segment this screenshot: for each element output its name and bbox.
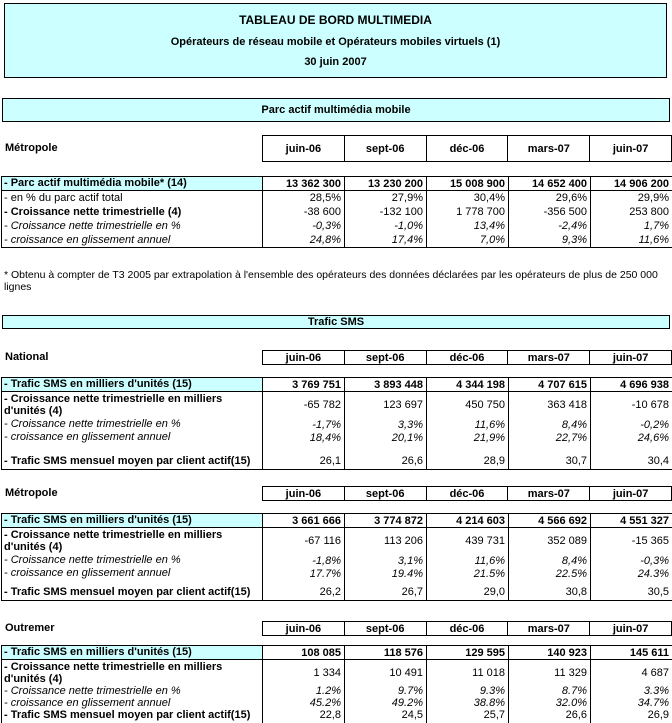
cell-value: 28,9 (426, 444, 508, 469)
data-table (1, 645, 672, 723)
cell-value: 3 661 666 (262, 514, 344, 527)
cell-value: 32.0% (508, 697, 590, 709)
column-header: mars-07 (507, 136, 589, 161)
cell-value: 13 230 200 (344, 177, 426, 190)
cell-value: 28,5% (262, 191, 344, 205)
cell-value: 1 334 (262, 660, 344, 685)
cell-value: 20,1% (344, 431, 426, 444)
section-bar-parc-actif: Parc actif multimédia mobile (2, 98, 670, 122)
cell-value: 11 329 (508, 660, 590, 685)
cell-value: 108 085 (262, 646, 344, 659)
table-row (2, 418, 672, 431)
column-header: mars-07 (507, 351, 589, 364)
cell-value: 45.2% (262, 697, 344, 709)
cell-value: 10 491 (344, 660, 426, 685)
cell-value: 3 893 448 (344, 378, 426, 391)
cell-value: 363 418 (508, 392, 590, 418)
cell-value: 352 089 (508, 528, 590, 554)
cell-value: 450 750 (426, 392, 508, 418)
cell-value: 4 551 327 (590, 514, 672, 527)
table-row (2, 646, 672, 660)
column-header: juin-06 (285, 487, 322, 500)
table-row (2, 567, 672, 580)
region-label: Outremer (5, 622, 55, 634)
cell-value: 49.2% (344, 697, 426, 709)
cell-value: 1.2% (262, 685, 344, 697)
cell-value: 123 697 (344, 392, 426, 418)
cell-value: -15 365 (590, 528, 672, 554)
cell-value: 13 362 300 (262, 177, 344, 190)
cell-value: 29,9% (590, 191, 672, 205)
region-label: National (5, 351, 49, 363)
cell-value: 24,8% (262, 233, 344, 247)
row-label: - Croissance nette trimestrielle en % (4, 219, 181, 232)
column-header: mars-07 (507, 622, 589, 635)
table-row (2, 233, 672, 247)
cell-value: 140 923 (508, 646, 590, 659)
report-subtitle: Opérateurs de réseau mobile et Opérateurs mobiles virtuels (1) (170, 35, 501, 48)
column-header: juin-07 (589, 487, 671, 500)
cell-value: -65 782 (262, 392, 344, 418)
table-row (2, 378, 672, 392)
table-row (2, 392, 672, 418)
cell-value: 4 566 692 (508, 514, 590, 527)
table-row (2, 697, 672, 709)
row-label: - Trafic SMS en milliers d'unités (15) (2, 378, 262, 391)
table-row (2, 431, 672, 444)
cell-value: 9,3% (508, 233, 590, 247)
row-label: - croissance en glissement annuel (4, 233, 171, 246)
cell-value: 9.3% (426, 685, 508, 697)
cell-value: 26,9 (590, 709, 672, 723)
cell-value: 18,4% (262, 431, 344, 444)
column-header: déc-06 (426, 487, 508, 500)
cell-value: 11 018 (426, 660, 508, 685)
data-table (1, 513, 672, 601)
cell-value: 4 696 938 (590, 378, 672, 391)
table-row (2, 685, 672, 697)
cell-value: 11,6% (426, 418, 508, 431)
cell-value: 26,6 (344, 444, 426, 469)
row-label: - Croissance nette trimestrielle en milliers d'unités (4) (4, 393, 223, 418)
cell-value: -0,2% (590, 418, 672, 431)
cell-value: 30,5 (590, 580, 672, 600)
cell-value: 11,6% (590, 233, 672, 247)
cell-value: 21.5% (426, 567, 508, 580)
cell-value: 113 206 (344, 528, 426, 554)
table-row (2, 554, 672, 567)
cell-value: 118 576 (344, 646, 426, 659)
report-title-box (4, 3, 667, 78)
cell-value: 15 008 900 (426, 177, 508, 190)
cell-value: 17.7% (262, 567, 344, 580)
cell-value: 3,3% (344, 418, 426, 431)
column-header: déc-06 (426, 622, 508, 635)
column-header: déc-06 (426, 136, 508, 161)
cell-value: -0,3% (262, 219, 344, 233)
cell-value: 25,7 (426, 709, 508, 723)
cell-value: 3 774 872 (344, 514, 426, 527)
cell-value: 27,9% (344, 191, 426, 205)
cell-value: 4 344 198 (426, 378, 508, 391)
column-header: sept-06 (344, 622, 426, 635)
region-label: Métropole (5, 142, 58, 154)
cell-value: 14 652 400 (508, 177, 590, 190)
cell-value: 8,4% (508, 554, 590, 567)
row-label: - Trafic SMS mensuel moyen par client actif(15) (4, 708, 251, 721)
cell-value: 3 769 751 (262, 378, 344, 391)
column-header: juin-06 (285, 142, 322, 155)
region-label: Métropole (5, 487, 58, 499)
cell-value: 9.7% (344, 685, 426, 697)
table-row (2, 514, 672, 528)
table-row (2, 709, 672, 723)
cell-value: 4 707 615 (508, 378, 590, 391)
cell-value: 30,8 (508, 580, 590, 600)
table-row (2, 191, 672, 205)
cell-value: -67 116 (262, 528, 344, 554)
cell-value: 24.3% (590, 567, 672, 580)
column-header: juin-06 (285, 351, 322, 364)
column-header: juin-06 (285, 622, 322, 635)
cell-value: 439 731 (426, 528, 508, 554)
table-row (2, 444, 672, 469)
cell-value: 22,7% (508, 431, 590, 444)
table-row (2, 528, 672, 554)
cell-value: 1,7% (590, 219, 672, 233)
row-label: - en % du parc actif total (4, 191, 123, 204)
cell-value: 29,6% (508, 191, 590, 205)
cell-value: 30,7 (508, 444, 590, 469)
cell-value: 253 800 (590, 205, 672, 219)
cell-value: 21,9% (426, 431, 508, 444)
cell-value: 19.4% (344, 567, 426, 580)
cell-value: -2,4% (508, 219, 590, 233)
cell-value: -38 600 (262, 205, 344, 219)
cell-value: 14 906 200 (590, 177, 672, 190)
cell-value: 3,1% (344, 554, 426, 567)
cell-value: 22.5% (508, 567, 590, 580)
cell-value: 30,4 (590, 444, 672, 469)
cell-value: 11,6% (426, 554, 508, 567)
column-header: déc-06 (426, 351, 508, 364)
cell-value: 8.7% (508, 685, 590, 697)
cell-value: 1 778 700 (426, 205, 508, 219)
cell-value: 22,8 (262, 709, 344, 723)
column-header: juin-07 (589, 136, 671, 161)
cell-value: 26,6 (508, 709, 590, 723)
column-header-row (262, 486, 672, 501)
cell-value: -356 500 (508, 205, 590, 219)
table-row (2, 205, 672, 219)
cell-value: 129 595 (426, 646, 508, 659)
cell-value: 24,5 (344, 709, 426, 723)
cell-value: 34.7% (590, 697, 672, 709)
row-label: - Parc actif multimédia mobile* (14) (2, 177, 262, 190)
cell-value: 29,0 (426, 580, 508, 600)
row-label: - Trafic SMS en milliers d'unités (15) (2, 646, 262, 659)
cell-value: 145 611 (590, 646, 672, 659)
cell-value: -10 678 (590, 392, 672, 418)
column-header-row (262, 621, 672, 636)
column-header-row (262, 350, 672, 365)
row-label: - Croissance nette trimestrielle (4) (4, 206, 182, 218)
cell-value: 30,4% (426, 191, 508, 205)
cell-value: 4 214 603 (426, 514, 508, 527)
cell-value: 26,2 (262, 580, 344, 600)
data-table (1, 176, 672, 248)
row-label: - croissance en glissement annuel (4, 431, 171, 444)
column-header: sept-06 (344, 487, 426, 500)
section-bar-trafic-sms: Trafic SMS (2, 315, 670, 329)
data-table (1, 377, 672, 470)
table-row (2, 177, 672, 191)
report-title: TABLEAU DE BORD MULTIMEDIA (239, 12, 432, 27)
cell-value: -1,7% (262, 418, 344, 431)
column-header: juin-07 (589, 622, 671, 635)
row-label: - croissance en glissement annuel (4, 696, 171, 709)
cell-value: 38.8% (426, 697, 508, 709)
cell-value: -1,0% (344, 219, 426, 233)
row-label: - Trafic SMS mensuel moyen par client actif(15) (4, 454, 251, 467)
column-header: juin-07 (589, 351, 671, 364)
row-label: - croissance en glissement annuel (4, 567, 171, 580)
table-row (2, 660, 672, 685)
row-label: - Croissance nette trimestrielle en milliers d'unités (4) (4, 529, 223, 554)
row-label: - Trafic SMS mensuel moyen par client actif(15) (4, 585, 251, 598)
cell-value: 13,4% (426, 219, 508, 233)
cell-value: 26,1 (262, 444, 344, 469)
row-label: - Croissance nette trimestrielle en % (4, 554, 181, 567)
column-header-row (262, 135, 672, 162)
cell-value: 24,6% (590, 431, 672, 444)
cell-value: -132 100 (344, 205, 426, 219)
footnote-text: * Obtenu à compter de T3 2005 par extrapolation à l'ensemble des opérateurs des données déclarées par les opérateurs de plus de 250 000 lignes (4, 269, 658, 293)
report-date: 30 juin 2007 (304, 56, 367, 69)
row-label: - Croissance nette trimestrielle en % (4, 684, 181, 697)
cell-value: 3.3% (590, 685, 672, 697)
table-row (2, 219, 672, 233)
table-row (2, 580, 672, 600)
cell-value: 26,7 (344, 580, 426, 600)
column-header: mars-07 (507, 487, 589, 500)
cell-value: 4 687 (590, 660, 672, 685)
row-label: - Croissance nette trimestrielle en milliers d'unités (4) (4, 661, 223, 686)
column-header: sept-06 (344, 351, 426, 364)
cell-value: -1,8% (262, 554, 344, 567)
column-header: sept-06 (344, 136, 426, 161)
cell-value: 17,4% (344, 233, 426, 247)
cell-value: 8,4% (508, 418, 590, 431)
row-label: - Trafic SMS en milliers d'unités (15) (2, 514, 262, 527)
cell-value: 7,0% (426, 233, 508, 247)
row-label: - Croissance nette trimestrielle en % (4, 418, 181, 431)
cell-value: -0,3% (590, 554, 672, 567)
